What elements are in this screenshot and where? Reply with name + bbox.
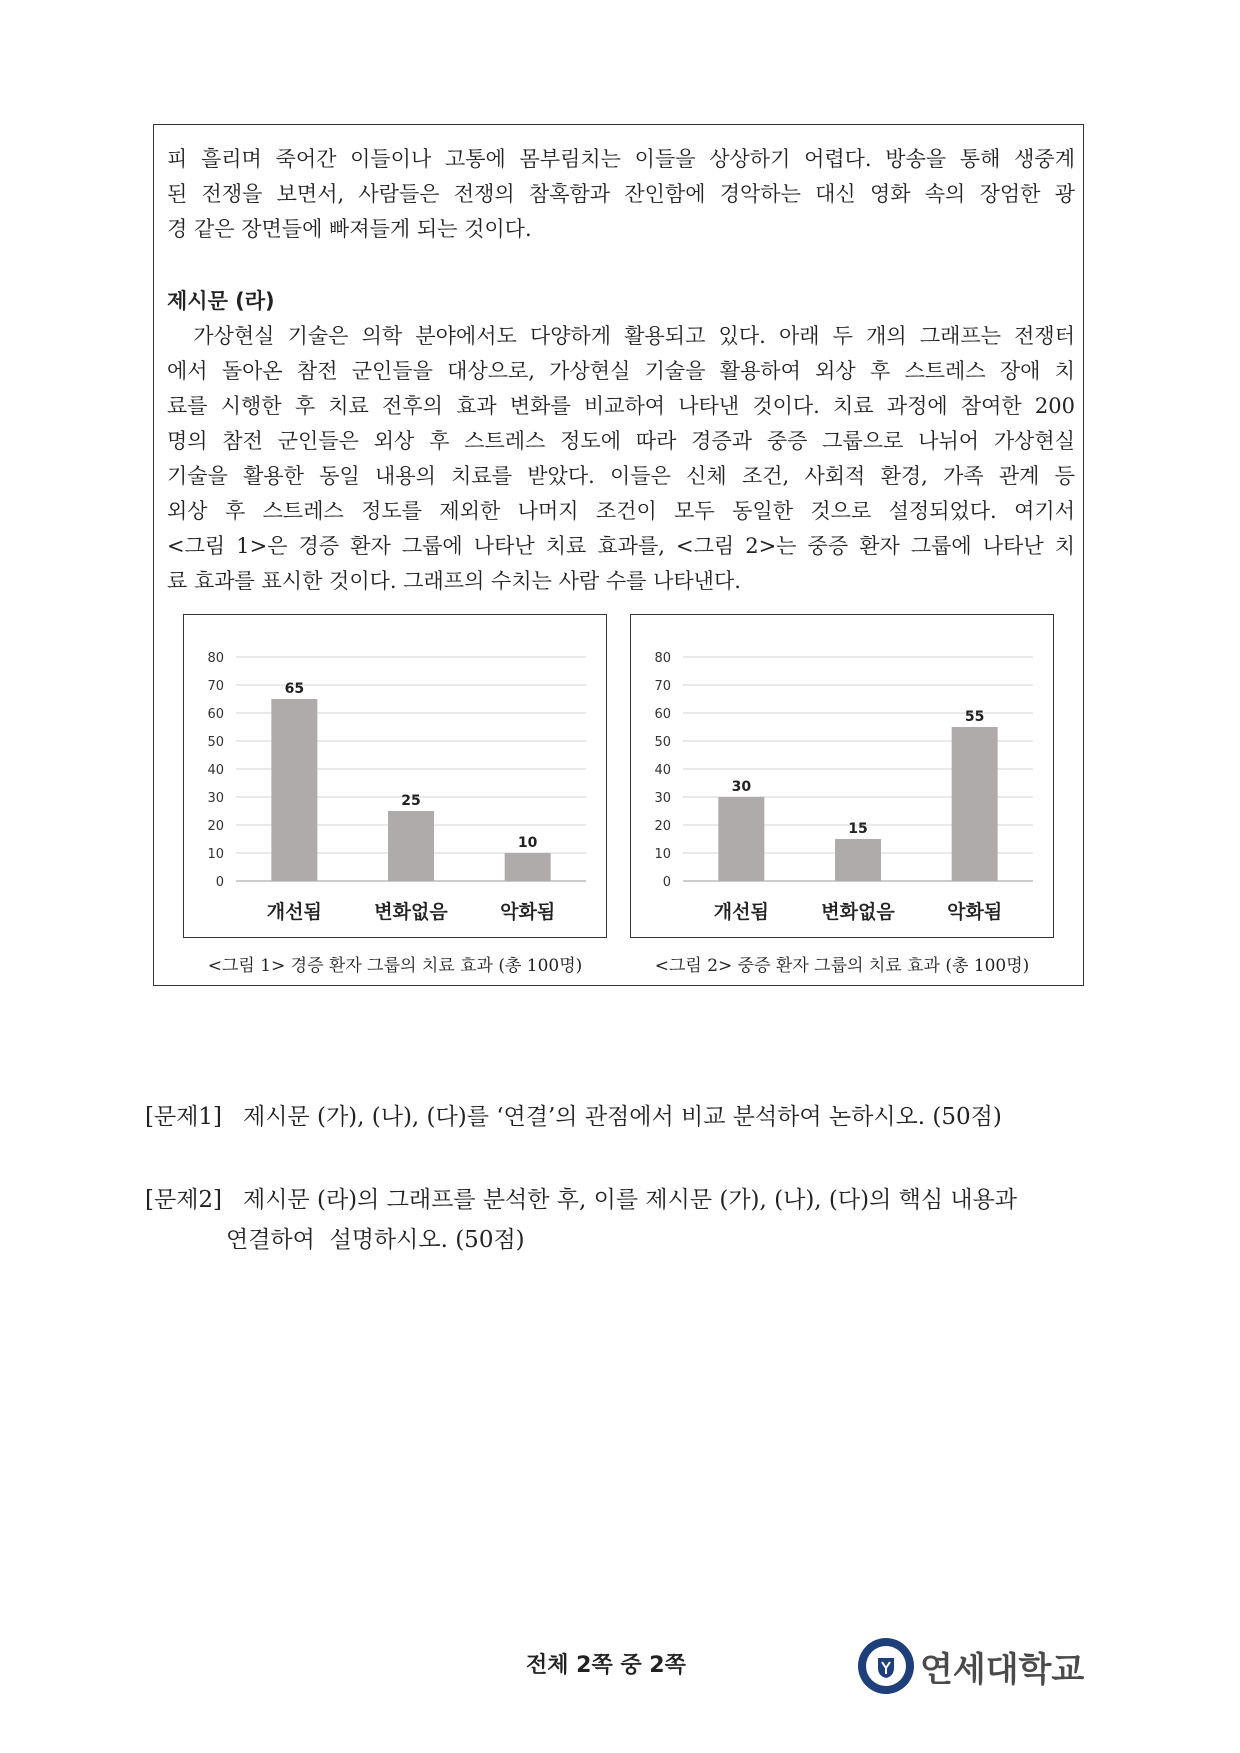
x-category-label: 변화없음 xyxy=(821,901,895,923)
data-label: 25 xyxy=(401,793,421,809)
x-category-label: 변화없음 xyxy=(374,901,448,923)
text-line: 피 흘리며 죽어간 이들이나 고통에 몸부림치는 이들을 상상하기 어렵다. 방송을 통해 생중계 xyxy=(167,147,1075,171)
page-number: 전체 2쪽 중 2쪽 xyxy=(526,1653,686,1678)
y-tick-label: 40 xyxy=(207,763,224,778)
bar-1 xyxy=(718,797,764,881)
y-tick-label: 10 xyxy=(654,847,671,862)
data-label: 10 xyxy=(517,835,538,851)
passage-heading: 제시문 (라) xyxy=(167,289,275,313)
text-line: 에서 돌아온 참전 군인들을 대상으로, 가상현실 기술을 활용하여 외상 후 스트레스 장애 치 xyxy=(167,359,1075,383)
y-tick-label: 20 xyxy=(654,819,671,834)
y-tick-label: 30 xyxy=(207,791,224,806)
figure-2-caption: <그림 2> 중증 환자 그룹의 치료 효과 (총 100명) xyxy=(654,956,1030,976)
y-tick-label: 30 xyxy=(654,791,671,806)
y-tick-label: 60 xyxy=(207,707,224,722)
x-category-label: 악화됨 xyxy=(947,901,1003,923)
chart-figure-1 xyxy=(183,614,607,938)
x-category-label: 개선됨 xyxy=(266,901,322,923)
question-1 xyxy=(145,1097,1095,1137)
x-category-label: 악화됨 xyxy=(500,901,556,923)
figure-1-caption: <그림 1> 경증 환자 그룹의 치료 효과 (총 100명) xyxy=(207,956,583,976)
text-line: <그림 1>은 경증 환자 그룹에 나타난 치료 효과를, <그림 2>는 중증 환자 그룹에 나타난 치 xyxy=(167,534,1075,558)
question-2-text: 제시문 (라)의 그래프를 분석한 후, 이를 제시문 (가), (나), (다)의 핵심 내용과 xyxy=(243,1187,1018,1213)
university-logo xyxy=(856,1636,1096,1696)
y-tick-label: 50 xyxy=(654,735,671,750)
question-1-label: [문제1] xyxy=(145,1104,223,1130)
question-2 xyxy=(145,1180,1095,1260)
chart-figure-1-plot xyxy=(184,615,608,939)
question-1-text: 제시문 (가), (나), (다)를 ‘연결’의 관점에서 비교 분석하여 논하시오. (50점) xyxy=(243,1104,1002,1130)
y-tick-label: 0 xyxy=(215,875,224,890)
question-2-label: [문제2] xyxy=(145,1187,223,1213)
passage-ra-text xyxy=(167,319,1075,599)
text-line: 기술을 활용한 동일 내용의 치료를 받았다. 이들은 신체 조건, 사회적 환경, 가족 관계 등 xyxy=(167,464,1075,488)
data-label: 15 xyxy=(848,821,868,837)
data-label: 65 xyxy=(284,681,305,697)
text-line: 료를 시행한 후 치료 전후의 효과 변화를 비교하여 나타낸 것이다. 치료 과정에 참여한 200 xyxy=(167,394,1075,418)
y-tick-label: 20 xyxy=(207,819,224,834)
question-2-text-cont: 연결하여 설명하시오. (50점) xyxy=(226,1227,525,1253)
y-tick-label: 0 xyxy=(662,875,671,890)
bar-2 xyxy=(835,839,881,881)
y-tick-label: 70 xyxy=(654,679,671,694)
chart-figure-2-plot xyxy=(631,615,1055,939)
bar-3 xyxy=(505,853,551,881)
data-label: 30 xyxy=(731,779,752,795)
text-line: 경 같은 장면들에 빠져들게 되는 것이다. xyxy=(167,217,532,241)
x-category-label: 개선됨 xyxy=(713,901,769,923)
university-seal-icon xyxy=(856,1636,916,1696)
y-tick-label: 80 xyxy=(207,651,224,666)
bar-1 xyxy=(271,699,317,881)
text-line: 명의 참전 군인들은 외상 후 스트레스 정도에 따라 경증과 중증 그룹으로 나뉘어 가상현실 xyxy=(167,429,1075,453)
y-tick-label: 60 xyxy=(654,707,671,722)
text-line: 료 효과를 표시한 것이다. 그래프의 수치는 사람 수를 나타낸다. xyxy=(167,569,741,593)
data-label: 55 xyxy=(964,709,985,725)
text-line: 외상 후 스트레스 정도를 제외한 나머지 조건이 모두 동일한 것으로 설정되었다. 여기서 xyxy=(167,499,1075,523)
y-tick-label: 80 xyxy=(654,651,671,666)
logo-text: 연세대학교 xyxy=(920,1650,1085,1690)
bar-2 xyxy=(388,811,434,881)
y-tick-label: 50 xyxy=(207,735,224,750)
chart-figure-2 xyxy=(630,614,1054,938)
passage-top-text xyxy=(167,142,1075,247)
passage-box xyxy=(153,124,1084,986)
y-tick-label: 40 xyxy=(654,763,671,778)
text-line: 된 전쟁을 보면서, 사람들은 전쟁의 참혹함과 잔인함에 경악하는 대신 영화 속의 장엄한 광 xyxy=(167,182,1075,206)
text-line: 가상현실 기술은 의학 분야에서도 다양하게 활용되고 있다. 아래 두 개의 그래프는 전쟁터 xyxy=(167,324,1075,348)
bar-3 xyxy=(952,727,998,881)
y-tick-label: 70 xyxy=(207,679,224,694)
y-tick-label: 10 xyxy=(207,847,224,862)
